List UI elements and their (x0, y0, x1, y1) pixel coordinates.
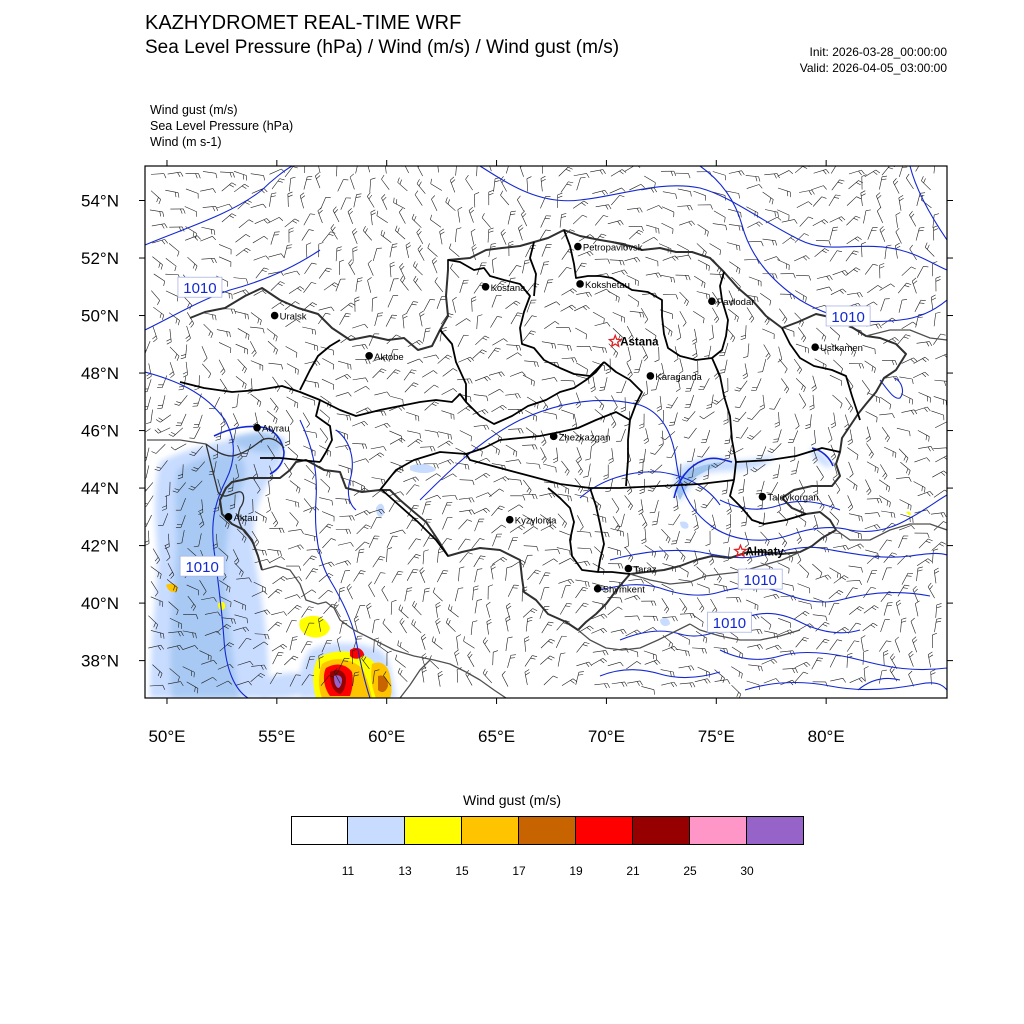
colorbar-swatch (690, 816, 747, 845)
city-dot-icon (271, 312, 279, 320)
city-label: Zhezkazgan (558, 432, 611, 444)
isobar-label: 1010 (743, 572, 777, 590)
lat-tick-label: 40°N (81, 594, 119, 614)
city-label: Pavlodar (716, 297, 755, 309)
lat-tick-label: 44°N (81, 479, 119, 499)
lat-tick-label: 42°N (81, 536, 119, 556)
field-legend-gust: Wind gust (m/s) (150, 103, 238, 117)
lat-tick-label: 52°N (81, 249, 119, 269)
lat-tick-label: 38°N (81, 651, 119, 671)
colorbar-swatch (576, 816, 633, 845)
lat-tick-label: 54°N (81, 191, 119, 211)
colorbar-label: 25 (683, 864, 697, 878)
valid-time: Valid: 2026-04-05_03:00:00 (799, 61, 947, 75)
city-dot-icon (576, 280, 584, 288)
colorbar-swatch (462, 816, 519, 845)
city-dot-icon (708, 297, 716, 305)
city-dot-icon (506, 516, 514, 524)
colorbar-label: 15 (455, 864, 469, 878)
city-label: Ustkamen (820, 343, 863, 355)
city-label: Karaganda (655, 371, 702, 383)
city-label: Kyzylorda (514, 515, 557, 527)
colorbar-label: 30 (740, 864, 754, 878)
city-label: Kokshetau (585, 279, 630, 291)
city-label: Shymkent (602, 584, 645, 596)
colorbar-label: 17 (512, 864, 526, 878)
lon-tick-label: 80°E (807, 727, 845, 746)
colorbar-swatch (747, 816, 804, 845)
init-time: Init: 2026-03-28_00:00:00 (809, 45, 947, 59)
city-dot-icon (647, 372, 655, 380)
colorbar-swatch (519, 816, 576, 845)
lat-tick-label: 50°N (81, 306, 119, 326)
lon-tick-label: 50°E (148, 727, 186, 746)
colorbar-swatch (405, 816, 462, 845)
colorbar-label: 13 (398, 864, 412, 878)
city-dot-icon (482, 283, 490, 291)
city-label: Kostana (490, 282, 526, 294)
city-dot-icon (811, 343, 819, 351)
colorbar-title: Wind gust (m/s) (462, 792, 561, 808)
isobar-label: 1010 (183, 280, 217, 298)
city-label: Aktobe (374, 351, 404, 363)
colorbar-label: 21 (626, 864, 640, 878)
lon-tick-label: 65°E (478, 727, 516, 746)
colorbar-label: 11 (341, 864, 355, 878)
lon-tick-label: 75°E (697, 727, 735, 746)
lat-tick-label: 48°N (81, 364, 119, 384)
isobar-label: 1010 (185, 559, 219, 577)
page-subtitle: Sea Level Pressure (hPa) / Wind (m/s) / Wind gust (m/s) (145, 37, 620, 58)
colorbar-swatch (348, 816, 405, 845)
city-dot-icon (365, 352, 373, 360)
city-label: Uralsk (279, 311, 307, 323)
city-label: Atyrau (262, 423, 290, 435)
lon-tick-label: 70°E (587, 727, 625, 746)
city-dot-icon (574, 243, 582, 251)
lon-tick-label: 55°E (258, 727, 296, 746)
lon-tick-label: 60°E (368, 727, 406, 746)
city-label: Petropavlovsk (582, 242, 643, 254)
field-legend-pressure: Sea Level Pressure (hPa) (150, 119, 294, 133)
lat-tick-label: 46°N (81, 421, 119, 441)
city-dot-icon (759, 493, 767, 501)
city-label: Taldykorgan (767, 492, 819, 504)
city-dot-icon (550, 433, 558, 441)
city-label: Astana (620, 336, 659, 349)
field-legend-wind: Wind (m s-1) (150, 135, 222, 149)
city-label: Aktau (233, 512, 258, 524)
city-label: Taraz (633, 564, 657, 576)
colorbar-label: 19 (569, 864, 583, 878)
isobar-label: 1010 (831, 308, 865, 326)
isobar-label: 1010 (712, 615, 747, 633)
city-dot-icon (253, 424, 261, 432)
city-dot-icon (225, 513, 233, 521)
city-label: Almaty (745, 546, 784, 559)
colorbar-swatch (633, 816, 690, 845)
city-dot-icon (625, 565, 633, 573)
colorbar-swatch (291, 816, 348, 845)
city-dot-icon (594, 585, 602, 593)
page-title: KAZHYDROMET REAL-TIME WRF (145, 12, 462, 34)
